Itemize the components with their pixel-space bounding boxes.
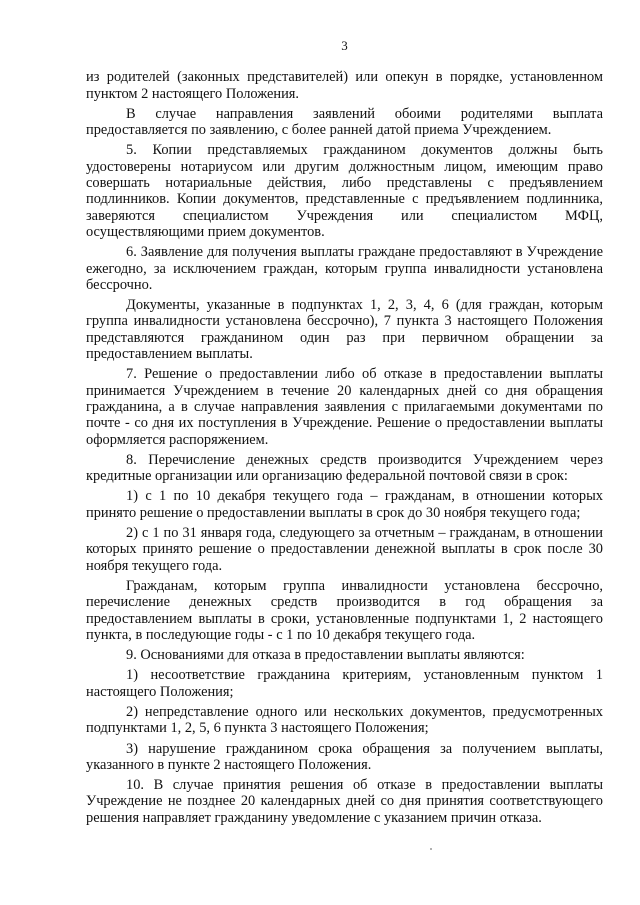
paragraph-indefinite-disability: Гражданам, которым группа инвалидности установлена бессрочно, перечисление денежных средств производится в год обращения за предоставлением выплаты в сроки, установленные подпунктами 1, 2 настоящего пункта, в последующие годы - с 1 по 10 декабря текущего года. <box>86 577 603 643</box>
subitem-8-1: 1) с 1 по 10 декабря текущего года – гражданам, в отношении которых принято решение о предоставлении выплаты в срок до 30 ноября текущего года; <box>86 488 603 521</box>
subitem-9-2: 2) непредставление одного или нескольких документов, предусмотренных подпунктами 1, 2, 5, 6 пункта 3 настоящего Положения; <box>86 703 603 737</box>
paragraph-7-decision: 7. Решение о предоставлении либо об отказе в предоставлении выплаты принимается Учреждением в течение 20 календарных дней со дня обращения гражданина, а в случае направления заявления с прилагаемыми документами по почте - со дня их поступления в Учреждение. Решение о предоставлении выплаты оформляется распоряжением. <box>86 366 603 448</box>
page-number: 3 <box>341 38 348 53</box>
paragraph-8-transfer: 8. Перечисление денежных средств производится Учреждением через кредитные организации или организацию федеральной почтовой связи в срок: <box>86 451 603 485</box>
document-body <box>86 38 603 830</box>
paragraph-9-refusal-grounds: 9. Основаниями для отказа в предоставлении выплаты являются: <box>126 647 525 664</box>
subitem-9-3: 3) нарушение гражданином срока обращения за получением выплаты, указанного в пункте 2 настоящего Положения. <box>86 740 603 773</box>
paragraph-continuation: из родителей (законных представителей) или опекун в порядке, установленном пунктом 2 настоящего Положения. <box>86 69 603 102</box>
paragraph-both-parents: В случае направления заявлений обоими родителями выплата предоставляется по заявлению, с более ранней датой приема Учреждением. <box>86 105 603 139</box>
subitem-9-1: 1) несоответствие гражданина критериям, установленным пунктом 1 настоящего Положения; <box>86 667 603 700</box>
paragraph-5-copies: 5. Копии представляемых гражданином документов должны быть удостоверены нотариусом или другим должностным лицом, имеющим право совершать нотариальные действия, либо представлены с предъявлением подлинников. Копии документов, представленные с предъявлением подлинника, заверяются специалистом Учреждения или специалистом МФЦ, осуществляющими прием документов. <box>86 142 603 240</box>
subitem-8-2: 2) с 1 по 31 января года, следующего за отчетным – гражданам, в отношении которых принято решение о предоставлении денежной выплаты в срок после 30 ноября текущего года. <box>86 525 603 574</box>
paragraph-6-annual-application: 6. Заявление для получения выплаты граждане предоставляют в Учреждение ежегодно, за исключением граждан, которым группа инвалидности установлена бессрочно. <box>86 244 603 293</box>
scan-speck <box>430 848 432 850</box>
paragraph-documents-once: Документы, указанные в подпунктах 1, 2, 3, 4, 6 (для граждан, которым группа инвалидности установлена бессрочно), 7 пункта 3 настоящего Положения представляются гражданином один раз при первичном обращении за предоставлением выплаты. <box>86 297 603 363</box>
paragraph-10-notification: 10. В случае принятия решения об отказе в предоставлении выплаты Учреждение не позднее 20 календарных дней со дня принятия соответствующего решения направляет гражданину уведомление с указанием причин отказа. <box>86 777 603 826</box>
